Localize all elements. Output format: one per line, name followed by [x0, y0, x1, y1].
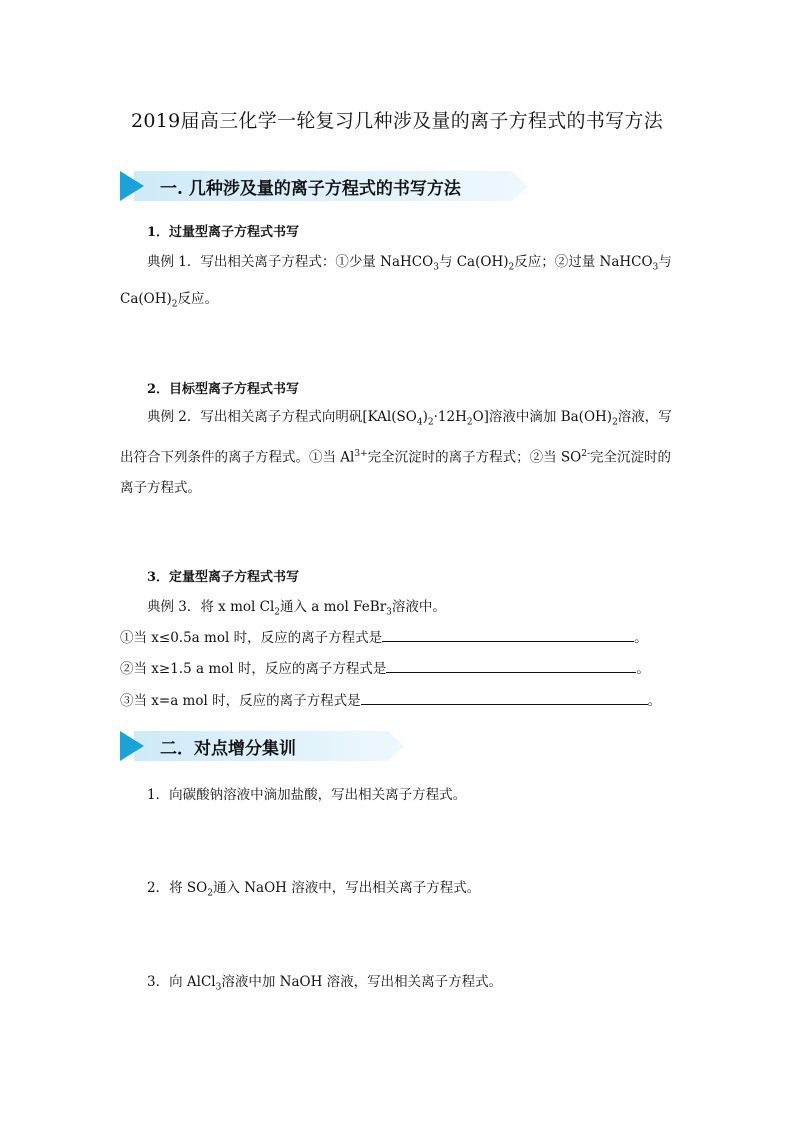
question-3-3: ③当 x=a mol 时，反应的离子方程式是 。	[120, 689, 661, 709]
part-2-heading: 2．目标型离子方程式书写	[147, 382, 300, 397]
example-3: 典例 3．将 x mol $Cl_2$通入 a mol FeBr$_3$溶液中。	[147, 599, 446, 618]
example-1: 典例 1．写出相关离子方程式：①少量 NaHCO$_3$与 $Ca(OH)_2$反应；②过量 NaHCO$_3$与 $Ca(OH)_2$反应。	[120, 254, 672, 310]
section-1-header	[120, 171, 530, 201]
answer-blank[interactable]	[386, 658, 636, 673]
example-2: 典例 2．写出相关离子方程式向明矾$[KAl(SO_4)_2\cdot 12H_2O]$溶液中滴加 $Ba(OH)_2$溶液，写出符合下列条件的离子方程式。①当 $Al^{3+}$完全沉淀时的离子方程式；②当 $SO^{2-}$完全沉淀时的离子方程式。	[120, 409, 672, 497]
section-2-header	[120, 731, 410, 761]
question-3-2: ②当 x≥1.5 a mol 时，反应的离子方程式是 。	[120, 657, 650, 677]
practice-question-2: 2．将 $SO_2$通入 NaOH 溶液中，写出相关离子方程式。	[147, 880, 481, 899]
section-1-heading: 一. 几种涉及量的离子方程式的书写方法	[160, 179, 461, 199]
part-3-heading: 3．定量型离子方程式书写	[147, 570, 300, 585]
answer-blank[interactable]	[361, 690, 648, 705]
practice-question-3: 3．向 AlCl$_3$溶液中加 NaOH 溶液，写出相关离子方程式。	[147, 974, 503, 993]
practice-question-1: 1．向碳酸钠溶液中滴加盐酸，写出相关离子方程式。	[147, 787, 467, 803]
question-3-1: ①当 x≤0.5a mol 时，反应的离子方程式是 。	[120, 626, 648, 646]
section-2-heading: 二．对点增分集训	[160, 739, 296, 759]
part-1-heading: 1．过量型离子方程式书写	[147, 225, 300, 240]
page-title: 2019届高三化学一轮复习几种涉及量的离子方程式的书写方法	[130, 110, 664, 132]
answer-blank[interactable]	[382, 627, 634, 642]
